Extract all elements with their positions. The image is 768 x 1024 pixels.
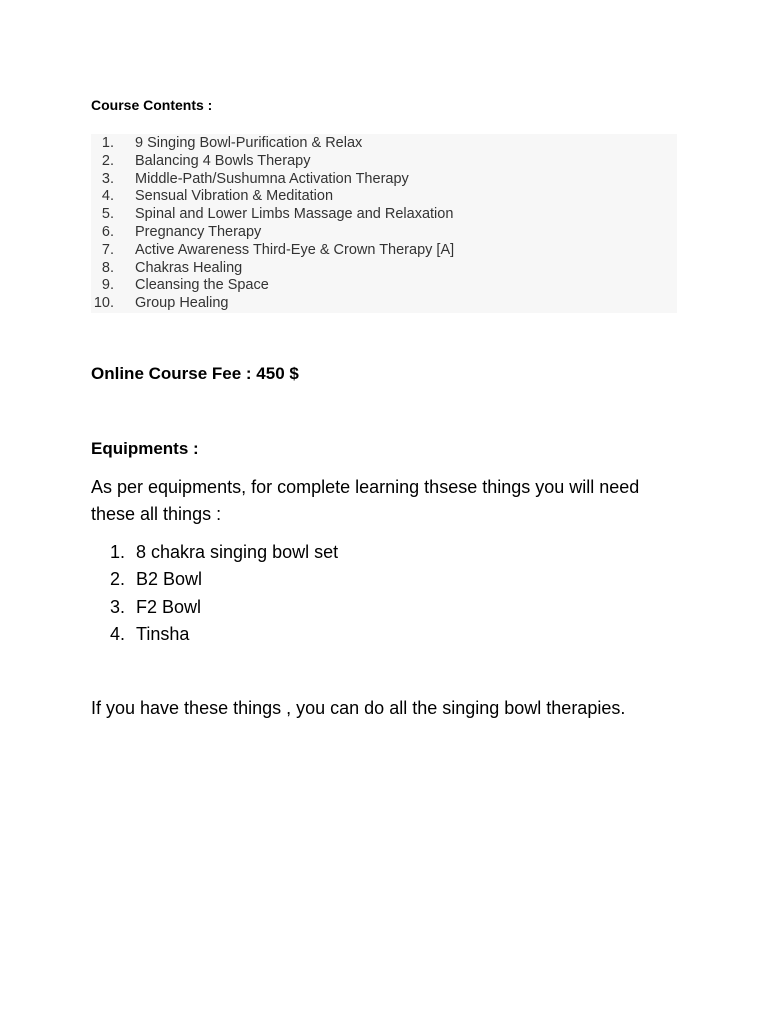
list-item-number: 6. bbox=[101, 223, 114, 240]
list-item bbox=[91, 539, 338, 566]
list-item-number: 4. bbox=[109, 623, 125, 644]
list-item-number: 3. bbox=[109, 596, 125, 617]
list-item bbox=[91, 260, 454, 278]
list-item-text: Balancing 4 Bowls Therapy bbox=[135, 152, 311, 169]
list-item-number: 2. bbox=[101, 152, 114, 169]
list-item bbox=[91, 206, 454, 224]
list-item-text: Group Healing bbox=[135, 295, 229, 312]
list-item-text: Middle-Path/Sushumna Activation Therapy bbox=[135, 170, 409, 187]
list-item bbox=[91, 171, 454, 189]
list-item bbox=[91, 621, 338, 648]
list-item-text: Pregnancy Therapy bbox=[135, 223, 262, 240]
list-item bbox=[91, 242, 454, 260]
list-item-number: 2. bbox=[109, 569, 125, 590]
list-item-text: Active Awareness Third-Eye & Crown Therapy [A] bbox=[135, 241, 455, 258]
course-contents-list bbox=[91, 135, 454, 313]
equipments-heading: Equipments : bbox=[91, 439, 199, 458]
list-item-text: B2 Bowl bbox=[136, 569, 203, 590]
list-item bbox=[91, 277, 454, 295]
list-item bbox=[91, 135, 454, 153]
list-item-number: 5. bbox=[101, 206, 114, 223]
list-item-text: Spinal and Lower Limbs Massage and Relaxation bbox=[135, 206, 454, 223]
list-item-text: Cleansing the Space bbox=[135, 277, 269, 294]
list-item-text: 8 chakra singing bowl set bbox=[136, 542, 339, 562]
list-item-number: 8. bbox=[101, 259, 114, 276]
list-item-text: Tinsha bbox=[136, 623, 190, 644]
list-item-number: 10. bbox=[93, 295, 114, 312]
list-item-number: 3. bbox=[101, 170, 114, 187]
list-item bbox=[91, 594, 338, 621]
list-item bbox=[91, 295, 454, 313]
list-item-number: 7. bbox=[101, 241, 114, 258]
list-item-text: Sensual Vibration & Meditation bbox=[135, 188, 334, 205]
list-item bbox=[91, 566, 338, 593]
equipments-list bbox=[91, 539, 338, 648]
online-course-fee: Online Course Fee : 450 $ bbox=[91, 364, 299, 383]
list-item bbox=[91, 224, 454, 242]
course-contents-box bbox=[91, 134, 677, 313]
list-item bbox=[91, 153, 454, 171]
list-item-text: F2 Bowl bbox=[136, 596, 202, 617]
list-item-number: 9. bbox=[101, 277, 114, 294]
list-item-number: 1. bbox=[109, 542, 125, 562]
course-contents-heading: Course Contents : bbox=[91, 97, 213, 113]
list-item-text: 9 Singing Bowl-Purification & Relax bbox=[135, 135, 363, 151]
list-item-number: 1. bbox=[101, 135, 114, 151]
list-item-number: 4. bbox=[101, 188, 114, 205]
list-item-text: Chakras Healing bbox=[135, 259, 243, 276]
closing-paragraph: If you have these things , you can do all the singing bowl therapies. bbox=[91, 698, 626, 718]
equipments-intro-paragraph: As per equipments, for complete learning thsese things you will need these all things : bbox=[91, 477, 640, 524]
list-item bbox=[91, 188, 454, 206]
